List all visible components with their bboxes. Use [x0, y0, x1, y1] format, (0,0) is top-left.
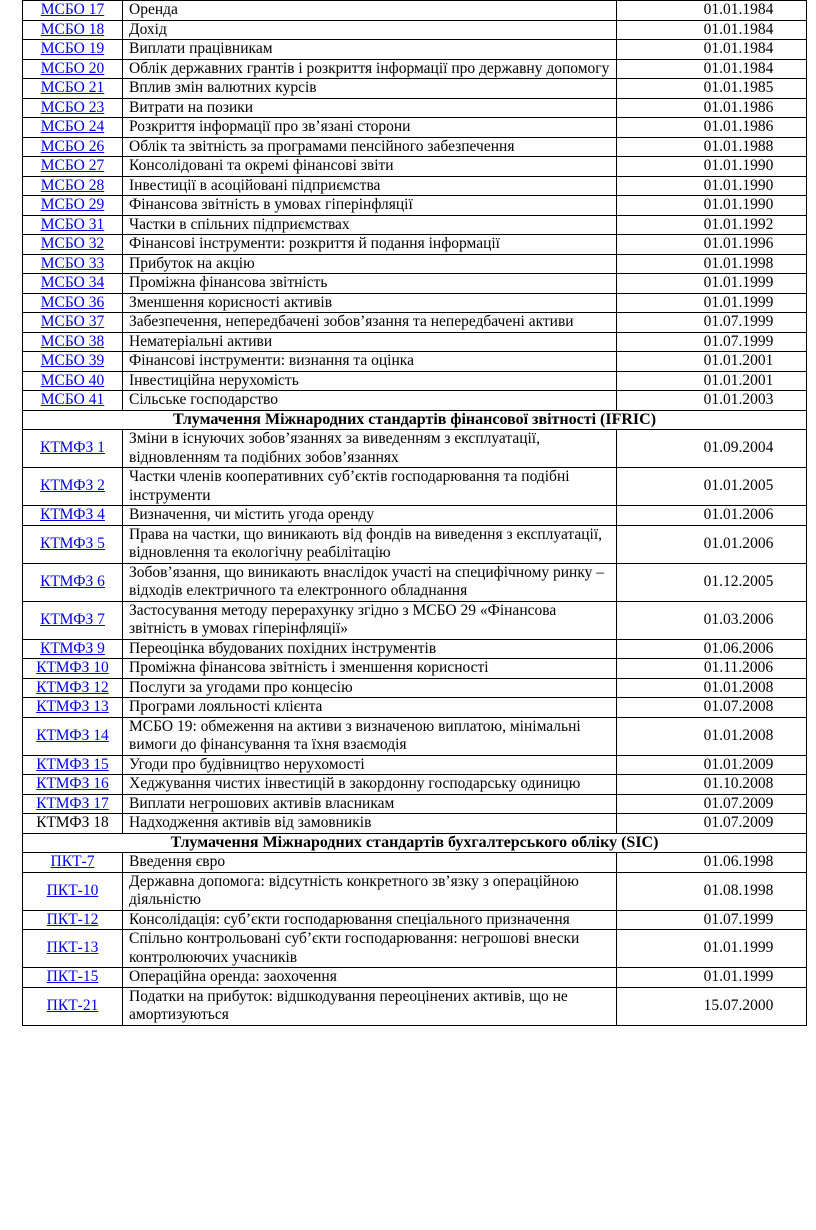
effective-date: 01.06.2006	[617, 639, 807, 659]
standard-code-cell[interactable]	[23, 352, 123, 372]
effective-date: 01.08.1998	[617, 872, 807, 910]
table-row	[23, 391, 807, 411]
effective-date: 01.01.1996	[617, 235, 807, 255]
standard-code-link[interactable]: КТМФЗ 13	[36, 698, 109, 715]
effective-date: 01.10.2008	[617, 775, 807, 795]
standard-code-cell[interactable]	[23, 274, 123, 294]
standard-code-cell[interactable]	[23, 659, 123, 679]
standard-title: Програми лояльності клієнта	[123, 698, 617, 718]
standard-code-link[interactable]: МСБО 40	[40, 371, 105, 389]
standard-code-cell[interactable]	[23, 20, 123, 40]
table-row	[23, 40, 807, 60]
standard-title: Виплати негрошових активів власникам	[123, 794, 617, 814]
effective-date: 01.01.2001	[617, 352, 807, 372]
standard-code-link[interactable]: МСБО 28	[40, 176, 105, 194]
table-row	[23, 794, 807, 814]
effective-date: 01.01.1999	[617, 930, 807, 968]
effective-date: 01.01.1998	[617, 254, 807, 274]
effective-date: 01.06.1998	[617, 853, 807, 873]
effective-date: 01.01.1999	[617, 293, 807, 313]
effective-date: 01.01.2001	[617, 371, 807, 391]
section-heading: Тлумачення Міжнародних стандартів бухгалтерського обліку (SIC)	[23, 833, 807, 853]
effective-date: 15.07.2000	[617, 987, 807, 1025]
standard-code-cell[interactable]	[23, 755, 123, 775]
effective-date: 01.01.1986	[617, 118, 807, 138]
standard-title: Облік державних грантів і розкриття інформації про державну допомогу	[123, 59, 617, 79]
standard-code-link[interactable]: КТМФЗ 9	[40, 639, 105, 657]
table-row	[23, 506, 807, 526]
standard-code-link[interactable]: МСБО 17	[40, 1, 105, 18]
standard-title: Зміни в існуючих зобов’язаннях за виведенням з експлуатації, відновленням та подібних зобов’язаннях	[123, 430, 617, 468]
standard-title: Надходження активів від замовників	[123, 814, 617, 834]
standard-title: Визначення, чи містить угода оренду	[123, 506, 617, 526]
standard-code-cell[interactable]	[23, 639, 123, 659]
effective-date: 01.01.2009	[617, 755, 807, 775]
standard-code-cell[interactable]	[23, 872, 123, 910]
effective-date: 01.01.1999	[617, 274, 807, 294]
standard-code-cell[interactable]	[23, 371, 123, 391]
effective-date: 01.01.1984	[617, 59, 807, 79]
effective-date: 01.01.1984	[617, 20, 807, 40]
standard-code-cell[interactable]	[23, 468, 123, 506]
standard-code-link[interactable]: КТМФЗ 6	[40, 572, 105, 590]
table-row	[23, 332, 807, 352]
standard-title: Послуги за угодами про концесію	[123, 678, 617, 698]
standard-code-cell[interactable]	[23, 176, 123, 196]
table-row	[23, 157, 807, 177]
standard-title: Права на частки, що виникають від фондів на виведення з експлуатації, відновлення та екологічну реабілітацію	[123, 525, 617, 563]
standard-code-link[interactable]: КТМФЗ 14	[36, 726, 109, 744]
standard-title: Інвестиції в асоційовані підприємства	[123, 176, 617, 196]
standard-code-cell[interactable]	[23, 254, 123, 274]
standard-title: Переоцінка вбудованих похідних інструментів	[123, 639, 617, 659]
effective-date: 01.01.1984	[617, 1, 807, 21]
standard-code-link[interactable]: МСБО 26	[40, 137, 105, 155]
standard-code-link[interactable]: МСБО 41	[40, 391, 105, 408]
standard-title: Забезпечення, непередбачені зобов’язання та непередбачені активи	[123, 313, 617, 333]
table-row	[23, 313, 807, 333]
standard-title: Інвестиційна нерухомість	[123, 371, 617, 391]
table-row	[23, 215, 807, 235]
standard-code-cell[interactable]	[23, 215, 123, 235]
standard-title: Консолідовані та окремі фінансові звіти	[123, 157, 617, 177]
standard-title: Прибуток на акцію	[123, 254, 617, 274]
table-row	[23, 525, 807, 563]
standard-code-cell[interactable]	[23, 910, 123, 930]
table-row	[23, 678, 807, 698]
standard-code-cell[interactable]	[23, 678, 123, 698]
table-row	[23, 775, 807, 795]
standard-code-link[interactable]: ПКТ-12	[46, 910, 99, 928]
table-row	[23, 563, 807, 601]
standard-title: Облік та звітність за програмами пенсійного забезпечення	[123, 137, 617, 157]
section-heading: Тлумачення Міжнародних стандартів фінансової звітності (IFRIC)	[23, 410, 807, 430]
standard-code-cell[interactable]	[23, 313, 123, 333]
standard-title: Сільське господарство	[123, 391, 617, 411]
table-row	[23, 968, 807, 988]
effective-date: 01.07.2009	[617, 814, 807, 834]
standard-code-link[interactable]: МСБО 23	[40, 98, 105, 116]
standard-title: Фінансова звітність в умовах гіперінфляції	[123, 196, 617, 216]
effective-date: 01.01.1985	[617, 79, 807, 99]
standard-code-cell[interactable]	[23, 853, 123, 873]
standard-code-cell[interactable]	[23, 293, 123, 313]
standard-title: Хеджування чистих інвестицій в закордонну господарську одиницю	[123, 775, 617, 795]
standard-title: Податки на прибуток: відшкодування переоцінених активів, що не амортизуються	[123, 987, 617, 1025]
standard-code-link[interactable]: КТМФЗ 4	[40, 506, 105, 523]
standard-code-cell[interactable]	[23, 601, 123, 639]
effective-date: 01.01.1988	[617, 137, 807, 157]
standard-title: Введення євро	[123, 853, 617, 873]
table-row	[23, 176, 807, 196]
standard-title: Фінансові інструменти: розкриття й подання інформації	[123, 235, 617, 255]
standard-code-link[interactable]: МСБО 32	[40, 235, 105, 252]
table-row	[23, 20, 807, 40]
standard-title: Вплив змін валютних курсів	[123, 79, 617, 99]
standard-code: КТМФЗ 18	[36, 814, 109, 831]
effective-date: 01.07.1999	[617, 313, 807, 333]
standard-code-link[interactable]: КТМФЗ 1	[40, 439, 105, 457]
standard-title: Розкриття інформації про зв’язані сторони	[123, 118, 617, 138]
standard-code-cell[interactable]	[23, 930, 123, 968]
standard-code-link[interactable]: МСБО 37	[40, 313, 105, 330]
table-row	[23, 659, 807, 679]
effective-date: 01.01.1986	[617, 98, 807, 118]
standard-code-link[interactable]: КТМФЗ 10	[36, 659, 109, 676]
standard-title: Угоди про будівництво нерухомості	[123, 755, 617, 775]
effective-date: 01.11.2006	[617, 659, 807, 679]
effective-date: 01.01.2008	[617, 678, 807, 698]
standards-table	[22, 0, 807, 1026]
standard-code-cell[interactable]	[23, 563, 123, 601]
table-row	[23, 254, 807, 274]
table-row	[23, 118, 807, 138]
standard-code-link[interactable]: МСБО 24	[40, 118, 105, 135]
standard-code-link[interactable]: МСБО 33	[40, 254, 105, 272]
standard-code-link[interactable]: КТМФЗ 5	[40, 534, 105, 552]
standard-code-link[interactable]: КТМФЗ 15	[36, 755, 109, 773]
standard-code-cell[interactable]	[23, 332, 123, 352]
standard-code-cell[interactable]	[23, 794, 123, 814]
standard-code-link[interactable]: КТМФЗ 17	[36, 794, 109, 812]
effective-date: 01.09.2004	[617, 430, 807, 468]
effective-date: 01.07.2009	[617, 794, 807, 814]
effective-date: 01.07.2008	[617, 698, 807, 718]
standard-code-cell[interactable]	[23, 968, 123, 988]
effective-date: 01.01.1990	[617, 196, 807, 216]
table-row	[23, 59, 807, 79]
standard-code-link[interactable]: МСБО 19	[40, 40, 105, 57]
standard-code-link[interactable]: МСБО 27	[40, 157, 105, 174]
standard-code-link[interactable]: МСБО 29	[40, 196, 105, 213]
effective-date: 01.07.1999	[617, 910, 807, 930]
standard-title: Частки в спільних підприємствах	[123, 215, 617, 235]
table-row	[23, 639, 807, 659]
standard-code-link[interactable]: КТМФЗ 12	[36, 678, 109, 696]
standard-code-link[interactable]: КТМФЗ 16	[36, 775, 109, 792]
effective-date: 01.01.2005	[617, 468, 807, 506]
standard-title: Дохід	[123, 20, 617, 40]
section-heading-row	[23, 833, 807, 853]
standard-title: Застосування методу перерахунку згідно з МСБО 29 «Фінансова звітність в умовах гіперінфляції»	[123, 601, 617, 639]
standard-code-cell[interactable]	[23, 1, 123, 21]
standard-code-cell[interactable]	[23, 137, 123, 157]
standard-title: Зменшення корисності активів	[123, 293, 617, 313]
standard-title: Витрати на позики	[123, 98, 617, 118]
table-row	[23, 698, 807, 718]
standard-code-link[interactable]: КТМФЗ 2	[40, 477, 105, 495]
table-row	[23, 930, 807, 968]
standard-title: Державна допомога: відсутність конкретного зв’язку з операційною діяльністю	[123, 872, 617, 910]
standard-code-link[interactable]: ПКТ-7	[50, 853, 95, 870]
standard-code-cell[interactable]	[23, 698, 123, 718]
effective-date: 01.01.1992	[617, 215, 807, 235]
table-row	[23, 371, 807, 391]
table-row	[23, 814, 807, 834]
effective-date: 01.01.1990	[617, 157, 807, 177]
standard-code-cell[interactable]	[23, 157, 123, 177]
standard-code-cell[interactable]	[23, 717, 123, 755]
table-row	[23, 601, 807, 639]
table-row	[23, 755, 807, 775]
standard-code-cell[interactable]	[23, 98, 123, 118]
standard-code-link[interactable]: ПКТ-10	[46, 881, 99, 899]
section-heading-row	[23, 410, 807, 430]
table-row	[23, 853, 807, 873]
standard-code-link[interactable]: КТМФЗ 7	[40, 610, 105, 628]
table-row	[23, 717, 807, 755]
effective-date: 01.12.2005	[617, 563, 807, 601]
standard-title: Фінансові інструменти: визнання та оцінка	[123, 352, 617, 372]
table-row	[23, 98, 807, 118]
standard-title: Операційна оренда: заохочення	[123, 968, 617, 988]
standard-code-cell[interactable]	[23, 196, 123, 216]
effective-date: 01.01.1990	[617, 176, 807, 196]
effective-date: 01.01.2006	[617, 506, 807, 526]
table-row	[23, 79, 807, 99]
table-row	[23, 430, 807, 468]
standard-code-link[interactable]: МСБО 31	[40, 215, 105, 233]
standard-code-link[interactable]: МСБО 20	[40, 59, 105, 77]
standard-title: МСБО 19: обмеження на активи з визначеною виплатою, мінімальні вимоги до фінансування та їхня взаємодія	[123, 717, 617, 755]
table-row	[23, 468, 807, 506]
standard-code-cell[interactable]	[23, 987, 123, 1025]
table-row	[23, 293, 807, 313]
standard-code-cell[interactable]	[23, 506, 123, 526]
effective-date: 01.03.2006	[617, 601, 807, 639]
standard-code-cell[interactable]	[23, 775, 123, 795]
standard-code-cell[interactable]	[23, 525, 123, 563]
effective-date: 01.01.1999	[617, 968, 807, 988]
standard-title: Зобов’язання, що виникають внаслідок участі на специфічному ринку – відходів електричного та електронного обладнання	[123, 563, 617, 601]
standard-code-cell	[23, 814, 123, 834]
table-row	[23, 872, 807, 910]
effective-date: 01.01.1984	[617, 40, 807, 60]
standard-code-cell[interactable]	[23, 430, 123, 468]
table-row	[23, 352, 807, 372]
effective-date: 01.07.1999	[617, 332, 807, 352]
table-row	[23, 235, 807, 255]
standard-title: Виплати працівникам	[123, 40, 617, 60]
standard-code-link[interactable]: МСБО 34	[40, 274, 105, 291]
standard-code-link[interactable]: МСБО 21	[40, 79, 105, 96]
standard-title: Частки членів кооперативних суб’єктів господарювання та подібні інструменти	[123, 468, 617, 506]
table-row	[23, 196, 807, 216]
standard-code-link[interactable]: ПКТ-21	[46, 996, 99, 1014]
standard-code-cell[interactable]	[23, 59, 123, 79]
standard-title: Проміжна фінансова звітність і зменшення корисності	[123, 659, 617, 679]
standard-title: Проміжна фінансова звітність	[123, 274, 617, 294]
standard-code-link[interactable]: МСБО 18	[40, 20, 105, 38]
standard-code-cell[interactable]	[23, 391, 123, 411]
standard-title: Нематеріальні активи	[123, 332, 617, 352]
standard-code-link[interactable]: ПКТ-15	[46, 968, 99, 985]
effective-date: 01.01.2006	[617, 525, 807, 563]
standard-code-link[interactable]: МСБО 36	[40, 293, 105, 311]
standard-code-link[interactable]: ПКТ-13	[46, 939, 99, 957]
standard-code-cell[interactable]	[23, 235, 123, 255]
table-row	[23, 1, 807, 21]
standard-code-cell[interactable]	[23, 118, 123, 138]
table-row	[23, 910, 807, 930]
standard-code-cell[interactable]	[23, 79, 123, 99]
effective-date: 01.01.2008	[617, 717, 807, 755]
standard-code-link[interactable]: МСБО 39	[40, 352, 105, 369]
standard-title: Консолідація: суб’єкти господарювання спеціального призначення	[123, 910, 617, 930]
standard-code-link[interactable]: МСБО 38	[40, 332, 105, 350]
standard-title: Оренда	[123, 1, 617, 21]
effective-date: 01.01.2003	[617, 391, 807, 411]
standard-code-cell[interactable]	[23, 40, 123, 60]
table-row	[23, 274, 807, 294]
standard-title: Спільно контрольовані суб’єкти господарювання: негрошові внески контролюючих учасників	[123, 930, 617, 968]
table-row	[23, 987, 807, 1025]
table-row	[23, 137, 807, 157]
